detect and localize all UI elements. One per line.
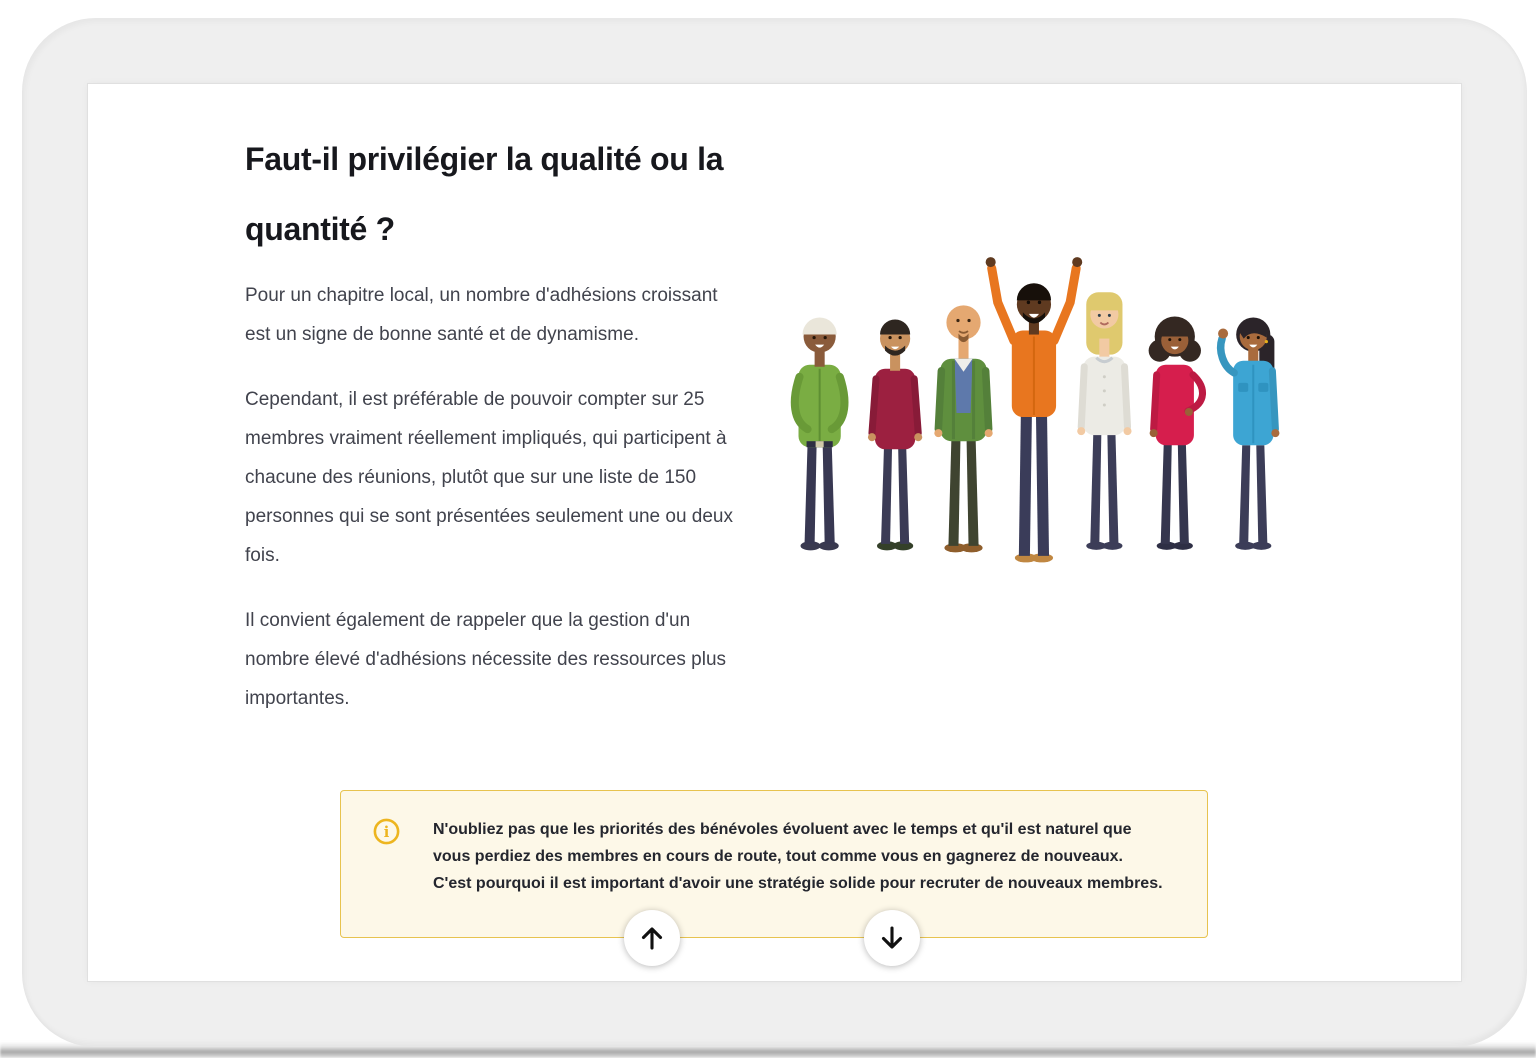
lesson-screen [88, 84, 1461, 981]
paragraph: Il convient également de rappeler que la gestion d'un nombre élevé d'adhésions nécessite des ressources plus importantes. [245, 610, 727, 709]
next-section-button[interactable] [864, 910, 920, 966]
people-illustration [786, 244, 1302, 574]
info-icon [373, 818, 400, 845]
arrow-up-icon [637, 923, 667, 953]
info-note [340, 790, 1208, 938]
tablet-frame [22, 18, 1527, 1047]
arrow-down-icon [877, 923, 907, 953]
paragraph: Cependant, il est préférable de pouvoir compter sur 25 membres vraiment réellement impliqués, qui participent à chacune des réunions, plutôt que sur une liste de 150 personnes qui se sont présentées seulement une ou deux fois. [245, 389, 733, 566]
woman-red-top-curly-hair [1149, 316, 1203, 549]
page-title: Faut-il privilégier la qualité ou la quantité ? [245, 141, 724, 247]
man-orange-shirt-arms-raised [986, 257, 1083, 562]
bald-man-green-cardigan [934, 305, 992, 552]
man-maroon-sweater [868, 319, 922, 550]
note-text: N'oubliez pas que les priorités des bénévoles évoluent avec le temps et qu'il est naturel que vous perdiez des membres en cours de route, tout comme vous en gagnerez de nouveaux. C'est pourquoi il est important d'avoir une stratégie solide pour recruter de nouveaux membres. [433, 821, 1163, 892]
woman-blue-shirt-waving [1218, 317, 1279, 549]
blonde-woman-white-blouse [1077, 292, 1131, 550]
person-green-jacket-white-hair [795, 317, 845, 550]
paragraph: Pour un chapitre local, un nombre d'adhésions croissant est un signe de bonne santé et de dynamisme. [245, 285, 718, 345]
svg-text:i: i [383, 824, 390, 841]
previous-section-button[interactable] [624, 910, 680, 966]
lesson-text-block [245, 124, 740, 744]
